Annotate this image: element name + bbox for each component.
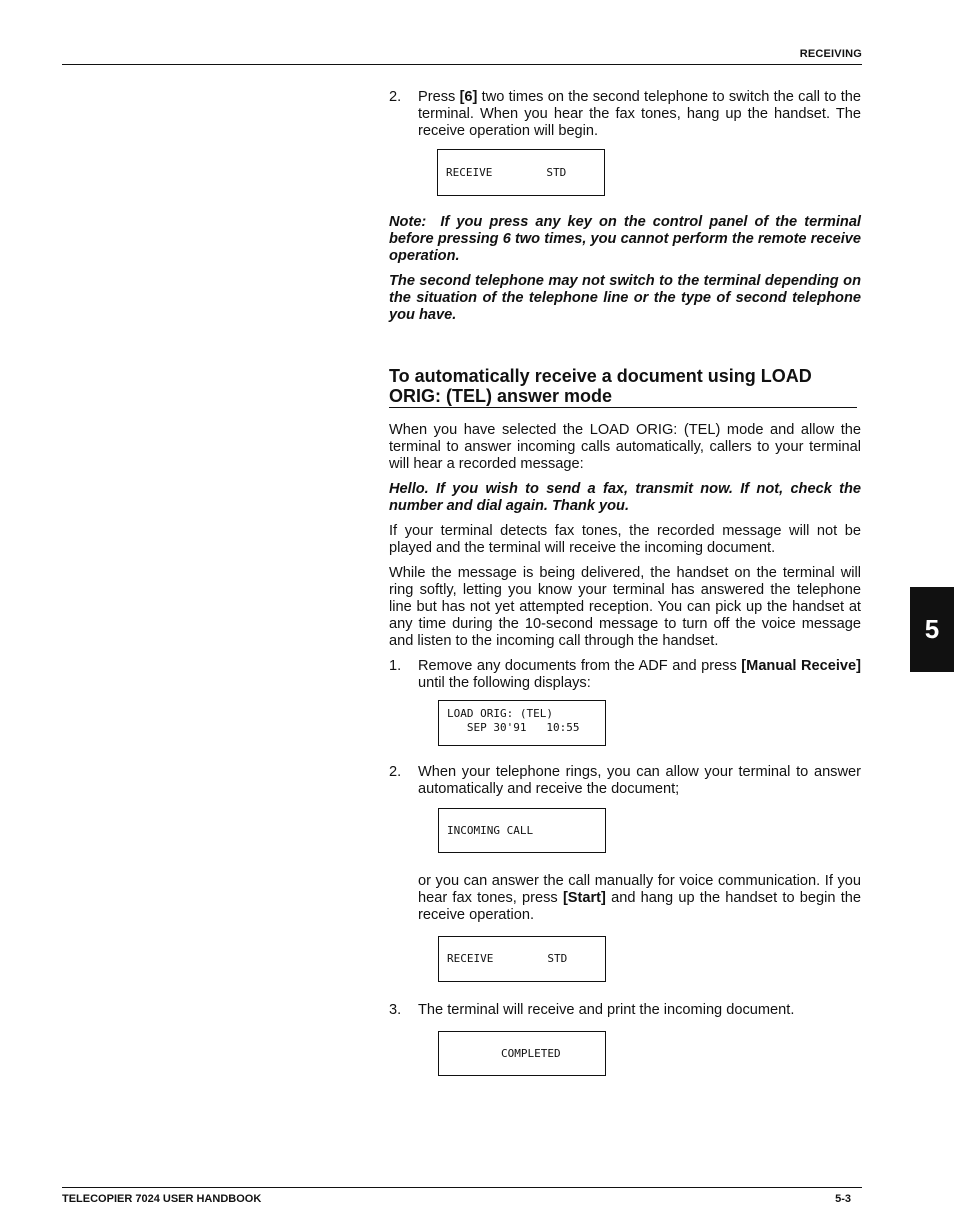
lcd-display-receive — [437, 149, 605, 196]
step-number: 2. — [389, 764, 402, 780]
key-label: [6] — [459, 89, 478, 105]
paragraph-intro: When you have selected the LOAD ORIG: (TEL) mode and allow the terminal to answer incoming calls automatically, callers to your terminal will hear a recorded message: — [389, 422, 861, 472]
lcd-display-completed — [438, 1031, 606, 1076]
paragraph-ring: While the message is being delivered, the handset on the terminal will ring softly, letting you know your terminal has answered the telephone line but has not yet attempted reception. You can pick up the handset at any time during the 10-second message to turn off the voice message and listen to the incoming call through the handset. — [389, 565, 861, 649]
step-number: 3. — [389, 1002, 402, 1018]
lcd-text-left: RECEIVE — [447, 952, 494, 965]
page-number: 5-3 — [835, 1193, 851, 1205]
footer-title: TELECOPIER 7024 USER HANDBOOK — [62, 1193, 262, 1205]
step-number: 2. — [389, 89, 402, 105]
step-3 — [389, 1002, 861, 1019]
note-second-telephone: The second telephone may not switch to the terminal depending on the situation of the telephone line or the type of second telephone you have. — [389, 273, 861, 323]
chapter-tab: 5 — [910, 587, 954, 672]
page-content — [389, 89, 861, 1076]
step-text: Remove any documents from the ADF and press [Manual Receive] until the following displays: — [418, 658, 861, 691]
step-2 — [389, 764, 861, 798]
step-1 — [389, 658, 861, 692]
lcd-text-right: STD — [546, 165, 567, 179]
paragraph-manual-answer: or you can answer the call manually for voice communication. If you hear fax tones, press [Start] and hang up the handset to begin the receive operation. — [418, 873, 861, 923]
note-text: If you press any key on the control panel of the terminal before pressing 6 two times, you cannot perform the remote receive operation. — [389, 214, 861, 264]
heading-rule — [389, 407, 857, 408]
bottom-rule — [62, 1187, 862, 1188]
recorded-message: Hello. If you wish to send a fax, transmit now. If not, check the number and dial again. Thank you. — [389, 481, 861, 514]
lcd-display-load-orig — [438, 700, 606, 746]
section-heading: To automatically receive a document using LOAD ORIG: (TEL) answer mode — [389, 366, 812, 406]
step-number: 1. — [389, 658, 402, 674]
lcd-line-1: LOAD ORIG: (TEL) — [447, 707, 553, 720]
lcd-text-left: RECEIVE — [446, 165, 493, 179]
step-text: The terminal will receive and print the incoming document. — [418, 1002, 795, 1018]
lcd-text-right: STD — [547, 952, 568, 965]
note-label: Note: — [389, 214, 427, 230]
lcd-text: COMPLETED — [501, 1046, 561, 1060]
lcd-display-receive-2 — [438, 936, 606, 982]
step-press-6 — [389, 89, 861, 140]
step-text: When your telephone rings, you can allow your terminal to answer automatically and receive the document; — [418, 764, 861, 797]
paragraph-fax-tones: If your terminal detects fax tones, the recorded message will not be played and the terminal will receive the incoming document. — [389, 523, 861, 556]
lcd-text: INCOMING CALL — [447, 823, 534, 837]
step-text: Press [6] two times on the second telephone to switch the call to the terminal. When you hear the fax tones, hang up the handset. The receive operation will begin. — [418, 89, 861, 139]
section-header: RECEIVING — [799, 48, 862, 60]
top-rule — [62, 64, 862, 65]
lcd-line-2: SEP 30'91 10:55 — [447, 721, 580, 734]
note-remote-receive — [389, 214, 861, 265]
key-label: [Start] — [562, 890, 606, 906]
key-label: [Manual Receive] — [741, 658, 861, 674]
lcd-display-incoming-call — [438, 808, 606, 853]
